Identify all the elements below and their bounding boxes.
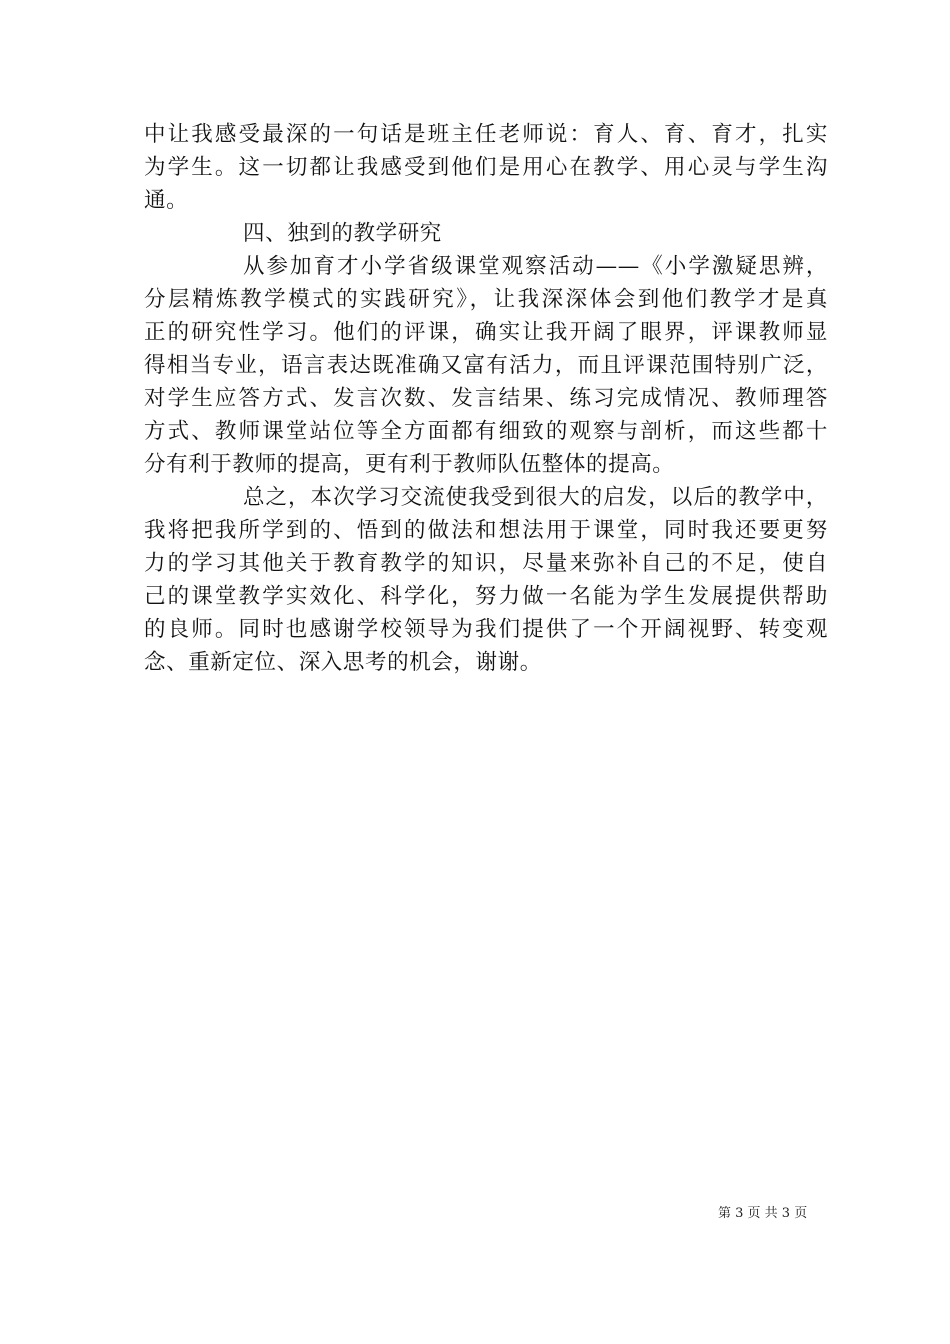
text-line: 我将把我所学到的、悟到的做法和想法用于课堂，同时我还要更努 [144,518,828,543]
section-heading-text: 四、独到的教学研究 [243,221,442,246]
text-line: 己的课堂教学实效化、科学化，努力做一名能为学生发展提供帮助 [144,584,828,609]
text-line: 分层精炼教学模式的实践研究》，让我深深体会到他们教学才是真 [144,287,828,312]
text-line: 通。 [144,188,189,213]
text-line: 从参加育才小学省级课堂观察活动——《小学激疑思辨， [243,254,828,279]
text-line: 对学生应答方式、发言次数、发言结果、练习完成情况、教师理答 [144,386,828,411]
text-line: 分有利于教师的提高，更有利于教师队伍整体的提高。 [144,452,675,477]
text-line: 为学生。这一切都让我感受到他们是用心在教学、用心灵与学生沟 [144,155,828,180]
text-line: 得相当专业，语言表达既准确又富有活力，而且评课范围特别广泛， [144,353,828,378]
paragraph-continued [144,118,828,217]
text-line: 中让我感受最深的一句话是班主任老师说：育人、育、育才，扎实 [144,122,828,147]
text-line: 正的研究性学习。他们的评课，确实让我开阔了眼界，评课教师显 [144,320,828,345]
paragraph-research [144,250,828,481]
text-line: 的良师。同时也感谢学校领导为我们提供了一个开阔视野、转变观 [144,617,828,642]
text-line: 方式、教师课堂站位等全方面都有细致的观察与剖析，而这些都十 [144,419,828,444]
page-number: 第 3 页 共 3 页 [718,1206,808,1221]
document-body [144,118,828,679]
section-heading [144,217,828,250]
paragraph-conclusion [144,481,828,679]
text-line: 力的学习其他关于教育教学的知识，尽量来弥补自己的不足，使自 [144,551,828,576]
text-line: 总之，本次学习交流使我受到很大的启发，以后的教学中， [243,485,828,510]
text-line: 念、重新定位、深入思考的机会，谢谢。 [144,650,542,675]
